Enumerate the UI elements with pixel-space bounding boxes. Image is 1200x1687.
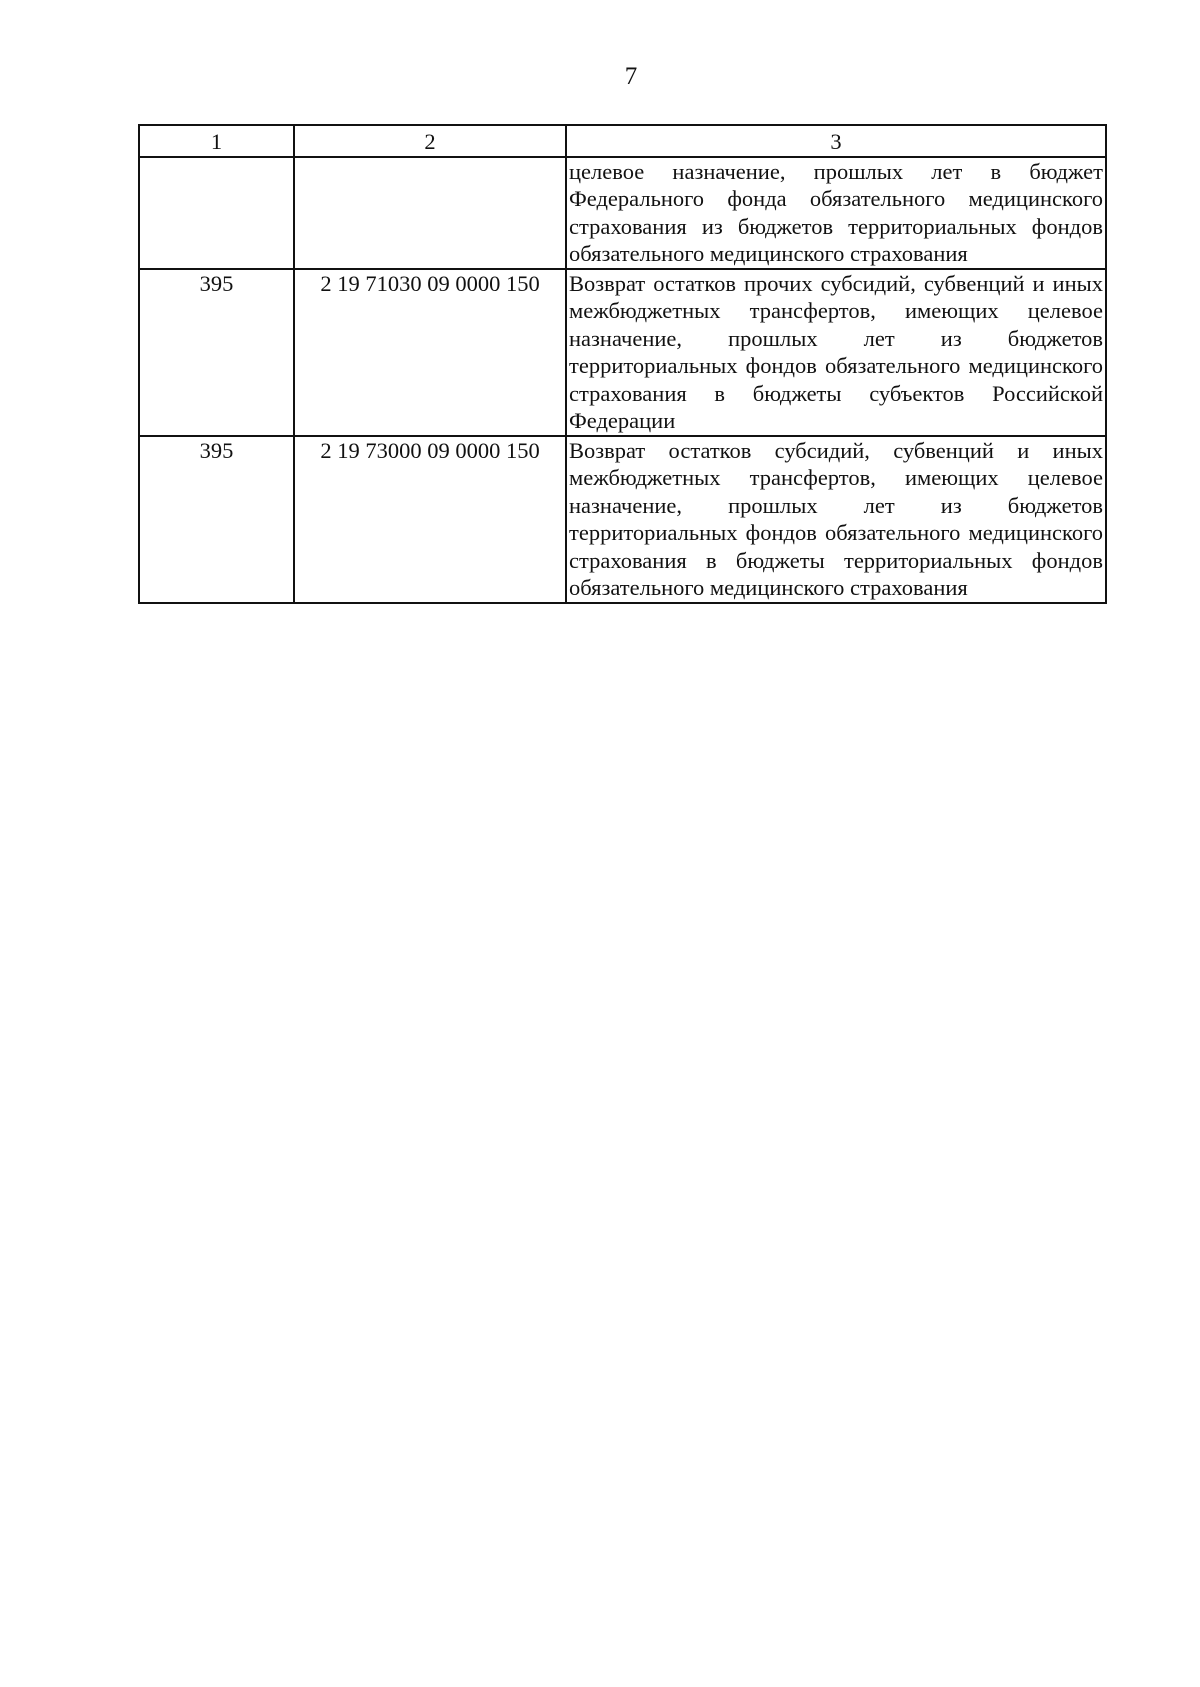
table-row: [139, 157, 1106, 269]
admin-code-cell: 395: [139, 269, 294, 436]
description-cell: Возврат остатков субсидий, субвенций и иных межбюджетных трансфертов, имеющих целевое назначение, прошлых лет из бюджетов территориальных фондов обязательного медицинского страхования в бюджеты территориальных фондов обязательного медицинского страхования: [566, 436, 1106, 603]
table-row: [139, 269, 1106, 436]
description-cell: целевое назначение, прошлых лет в бюджет Федерального фонда обязательного медицинского страхования из бюджетов территориальных фондов обязательного медицинского страхования: [566, 157, 1106, 269]
budget-codes-table: [138, 124, 1107, 604]
budget-code-cell: 2 19 71030 09 0000 150: [294, 269, 566, 436]
column-header-1: 1: [139, 125, 294, 157]
table-header-row: [139, 125, 1106, 157]
column-header-2: 2: [294, 125, 566, 157]
admin-code-cell: [139, 157, 294, 269]
page-number: 7: [624, 63, 638, 90]
budget-code-cell: [294, 157, 566, 269]
admin-code-cell: 395: [139, 436, 294, 603]
table-row: [139, 436, 1106, 603]
column-header-3: 3: [566, 125, 1106, 157]
description-cell: Возврат остатков прочих субсидий, субвенций и иных межбюджетных трансфертов, имеющих целевое назначение, прошлых лет из бюджетов территориальных фондов обязательного медицинского страхования в бюджеты субъектов Российской Федерации: [566, 269, 1106, 436]
budget-code-cell: 2 19 73000 09 0000 150: [294, 436, 566, 603]
